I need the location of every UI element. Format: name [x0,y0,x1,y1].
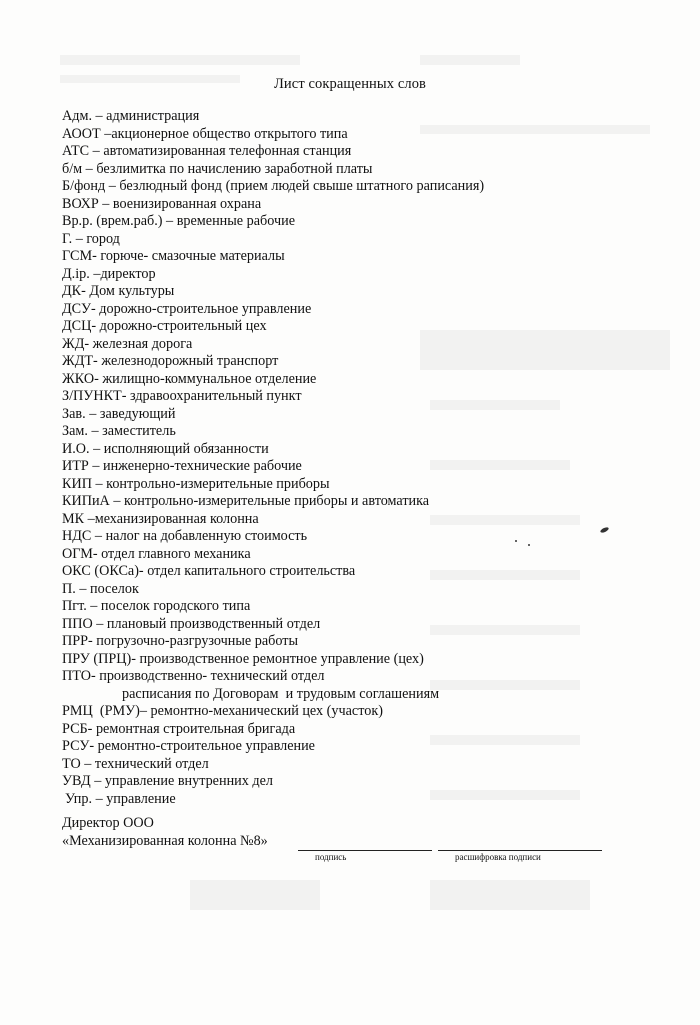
signature-line [298,850,432,851]
list-item-continuation: расписания по Договорам и трудовым соглашениям [122,685,440,702]
list-item: Д.ір. –директор [62,265,156,282]
list-item: б/м – безлимитка по начислению заработной платы [62,160,373,177]
list-item: АООТ –акционерное общество открытого типа [62,125,348,142]
list-item: З/ПУНКТ- здравоохранительный пункт [62,388,302,404]
list-item: ОКС (ОКСа)- отдел капитального строительства [62,563,356,579]
scan-speck [515,540,517,542]
list-item: П. – поселок [62,580,139,597]
page-title: Лист сокращенных слов [273,76,426,92]
signature-block [62,815,662,850]
list-item: Б/фонд – безлюдный фонд (прием людей свыше штатного раписания) [62,178,485,194]
list-item: ППО – плановый производственный отдел [62,615,321,632]
scan-speck [528,544,530,546]
list-item: КИПиА – контрольно-измерительные приборы и автоматика [62,493,430,509]
list-item: ДСУ- дорожно-строительное управление [62,300,312,317]
list-item: Пгт. – поселок городского типа [62,598,251,614]
list-item: ПРР- погрузочно-разгрузочные работы [62,633,299,649]
signature-caption: подпись [315,852,347,862]
decoding-line [438,850,602,851]
list-item: ИТР – инженерно-технические рабочие [62,458,302,474]
list-item: ЖД- железная дорога [62,335,193,352]
abbreviation-list [62,108,662,808]
list-item: Зав. – заведующий [62,405,176,422]
list-item: Адм. – администрация [62,108,200,124]
list-item: НДС – налог на добавленную стоимость [62,528,308,544]
list-item: Вр.р. (врем.раб.) – временные рабочие [62,213,295,229]
list-item: ЖДТ- железнодорожный транспорт [62,353,279,369]
list-item: АТС – автоматизированная телефонная станция [62,143,352,159]
list-item: ОГМ- отдел главного механика [62,545,251,562]
signer-position: Директор ООО [62,815,154,831]
list-item: Зам. – заместитель [62,423,176,439]
list-item: КИП – контрольно-измерительные приборы [62,475,330,492]
signer-organization: «Механизированная колонна №8» [62,832,268,849]
list-item: ЖКО- жилищно-коммунальное отделение [62,370,317,387]
list-item: Г. – город [62,230,120,247]
list-item: РСУ- ремонтно-строительное управление [62,738,315,754]
list-item: ПРУ (ПРЦ)- производственное ремонтное управление (цех) [62,650,424,667]
decoding-caption: расшифровка подписи [455,852,541,862]
list-item: РМЦ (РМУ)– ремонтно-механический цех (участок) [62,703,383,719]
list-item: ДСЦ- дорожно-строительный цех [62,318,267,334]
list-item: МК –механизированная колонна [62,510,259,527]
list-item: ТО – технический отдел [62,755,209,772]
list-item: ГСМ- горюче- смазочные материалы [62,248,285,264]
list-item: РСБ- ремонтная строительная бригада [62,720,296,737]
list-item: ВОХР – военизированная охрана [62,195,262,212]
list-item: Упр. – управление [65,790,176,807]
list-item: УВД – управление внутренних дел [62,773,273,789]
list-item: ПТО- производственно- технический отдел [62,668,325,684]
list-item: И.О. – исполняющий обязанности [62,440,269,457]
list-item: ДК- Дом культуры [62,283,175,299]
